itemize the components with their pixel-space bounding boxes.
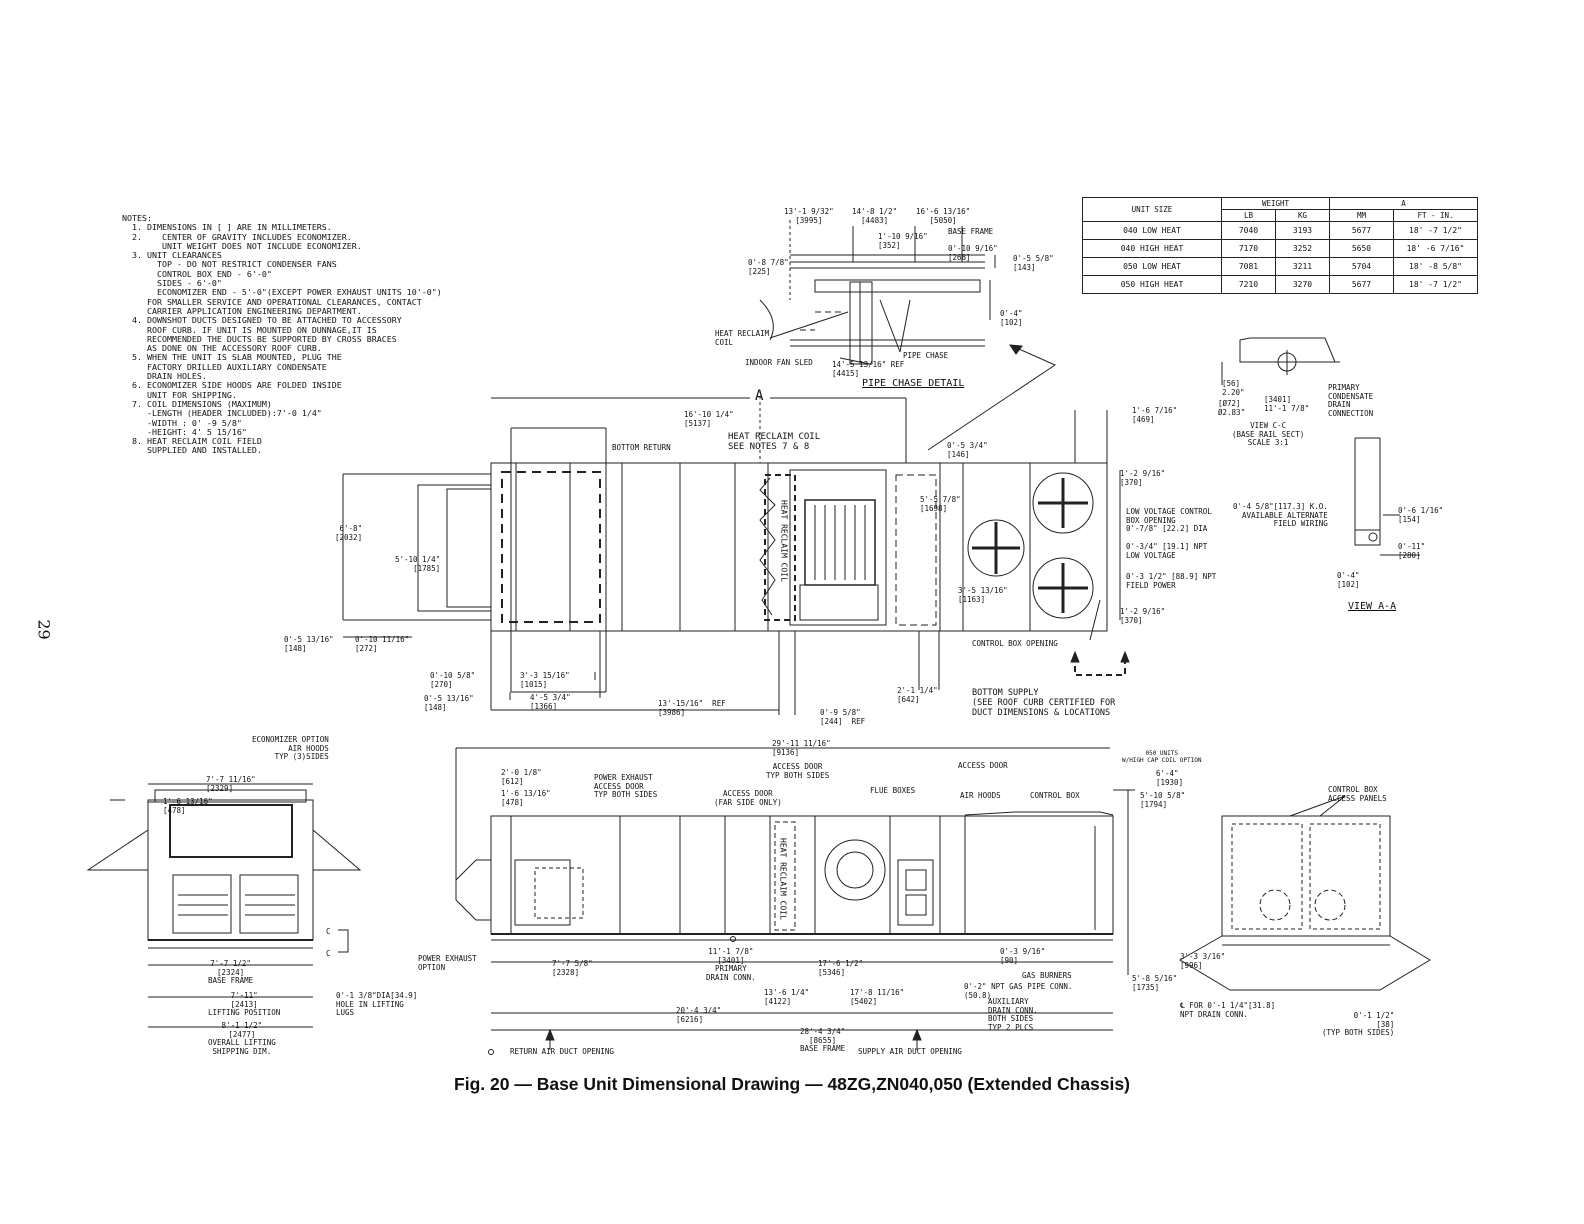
- side-dim-total: 29'-11 11/16" [9136]: [772, 739, 831, 757]
- note-line: 4. DOWNSHOT DUCTS DESIGNED TO BE ATTACHED TO ACCESSORY: [122, 315, 402, 326]
- side-dim-5-8: 5'-8 5/16" [1735]: [1132, 974, 1178, 992]
- power-exhaust-door-label: POWER EXHAUST ACCESS DOOR TYP BOTH SIDES: [594, 773, 658, 800]
- top-dim-5-5: 5'-5 7/8" [1698]: [920, 495, 961, 513]
- pipe-chase-dim-7: 0'-8 7/8" [225]: [748, 258, 789, 276]
- note-line: 8. HEAT RECLAIM COIL FIELD: [122, 436, 262, 447]
- heat-reclaim-coil-side-label: HEAT RECLAIM COIL: [778, 838, 788, 920]
- note-line: 1. DIMENSIONS IN [ ] ARE IN MILLIMETERS.: [122, 222, 332, 233]
- note-line: TOP - DO NOT RESTRICT CONDENSER FANS: [122, 259, 337, 270]
- side-dim-20-4: 20'-4 3/4" [6216]: [676, 1006, 722, 1024]
- pipe-chase-heat-reclaim: HEAT RECLAIM COIL: [715, 329, 770, 347]
- pipe-chase-dim-8: 0'-4" [102]: [1000, 309, 1023, 327]
- view-aa-dim-3: 0'-4" [102]: [1337, 571, 1360, 589]
- gas-pipe-label: 0'-2" NPT GAS PIPE CONN. (50.8): [964, 982, 1073, 1000]
- cell-kg: 3211: [1276, 258, 1330, 276]
- note-line: -WIDTH : 0' -9 5/8": [122, 417, 242, 428]
- view-cc-primary: PRIMARY CONDENSATE DRAIN CONNECTION: [1328, 383, 1374, 418]
- th-a: A: [1330, 198, 1478, 210]
- heat-reclaim-vertical-label: HEAT RECLAIM COIL: [779, 500, 789, 582]
- side-dim-7-7: 7'-7 5/8" [2328]: [552, 959, 593, 977]
- side-dim-28-4: 28'-4 3/4" [8655] BASE FRAME: [800, 1027, 846, 1054]
- note-line: 6. ECONOMIZER SIDE HOODS ARE FOLDED INSIDE: [122, 380, 342, 391]
- cell-kg: 3193: [1276, 222, 1330, 240]
- note-line: UNIT FOR SHIPPING.: [122, 389, 237, 400]
- heat-reclaim-label: HEAT RECLAIM COIL SEE NOTES 7 & 8: [728, 432, 821, 452]
- side-dim-03: 0'-3 9/16" [90]: [1000, 947, 1046, 965]
- access-door-far-label: ACCESS DOOR (FAR SIDE ONLY): [714, 789, 782, 807]
- th-unit-size: UNIT SIZE: [1083, 198, 1222, 222]
- th-lb: LB: [1222, 210, 1276, 222]
- note-line: DRAIN HOLES.: [122, 371, 207, 382]
- cell-unit: 050 LOW HEAT: [1083, 258, 1222, 276]
- pipe-chase-dim-6: 0'-5 5/8" [143]: [1013, 254, 1054, 272]
- bottom-supply-label: BOTTOM SUPPLY (SEE ROOF CURB CERTIFIED FOR DUCT DIMENSIONS & LOCATIONS: [972, 688, 1116, 718]
- cell-lb: 7040: [1222, 222, 1276, 240]
- cell-ftin: 18' -6 7/16": [1394, 240, 1478, 258]
- power-exhaust-option-label: POWER EXHAUST OPTION: [418, 954, 477, 972]
- flue-boxes-label: FLUE BOXES: [870, 786, 916, 795]
- section-c-marker-1: C: [326, 927, 331, 936]
- note-line: FACTORY DRILLED AUXILIARY CONDENSATE: [122, 361, 327, 372]
- view-aa: [1355, 438, 1420, 555]
- side-dim-17-8: 17'-8 11/16" [5402]: [850, 988, 905, 1006]
- note-line: NOTES:: [122, 213, 152, 223]
- top-dim-13: 13'-15/16" REF [3986]: [658, 699, 726, 717]
- view-cc-title: VIEW C-C (BASE RAIL SECT) SCALE 3:1: [1232, 421, 1305, 448]
- cell-mm: 5677: [1330, 222, 1394, 240]
- section-a-marker: A: [755, 388, 764, 404]
- th-ftin: FT - IN.: [1394, 210, 1478, 222]
- side-dim-13-6: 13'-6 1/4" [4122]: [764, 988, 810, 1006]
- pipe-chase-dim-9: 14'-5 13/16" REF [4415]: [832, 360, 905, 378]
- control-box-panels-label: CONTROL BOX ACCESS PANELS: [1328, 785, 1387, 803]
- view-cc-dim-2: [3401] 11'-1 7/8": [1264, 395, 1310, 413]
- note-line: FOR SMALLER SERVICE AND OPERATIONAL CLEARANCES, CONTACT: [122, 296, 422, 307]
- cell-unit: 050 HIGH HEAT: [1083, 276, 1222, 294]
- cell-ftin: 18' -7 1/2": [1394, 276, 1478, 294]
- pipe-chase-dim-2: 14'-8 1/2" [4483]: [852, 207, 898, 225]
- supply-air-opening-label: SUPPLY AIR DUCT OPENING: [858, 1047, 962, 1056]
- note-line: 5. WHEN THE UNIT IS SLAB MOUNTED, PLUG THE: [122, 352, 342, 363]
- left-dim-4: 7'-11" [2413] LIFTING POSITION: [208, 991, 281, 1018]
- note-line: UNIT WEIGHT DOES NOT INCLUDE ECONOMIZER.: [122, 240, 362, 251]
- low-voltage-npt: 0'-3/4" [19.1] NPT LOW VOLTAGE: [1126, 542, 1208, 560]
- section-c-marker-2: C: [326, 949, 331, 958]
- air-hoods-label: AIR HOODS: [960, 791, 1001, 800]
- note-line: SIDES - 6'-0": [122, 278, 222, 289]
- side-dim-1-6: 1'-6 13/16" [478]: [501, 789, 551, 807]
- cell-lb: 7210: [1222, 276, 1276, 294]
- bottom-return-label: BOTTOM RETURN: [612, 443, 671, 452]
- low-voltage-label: LOW VOLTAGE CONTROL BOX OPENING 0'-7/8" [22.2] DIA: [1126, 507, 1212, 534]
- cell-unit: 040 HIGH HEAT: [1083, 240, 1222, 258]
- return-air-opening-label: RETURN AIR DUCT OPENING: [510, 1047, 614, 1056]
- cell-unit: 040 LOW HEAT: [1083, 222, 1222, 240]
- note-line: 7. COIL DIMENSIONS (MAXIMUM): [122, 398, 272, 409]
- left-dim-2: 1'-6 13/16" [478]: [163, 797, 213, 815]
- note-line: -LENGTH (HEADER INCLUDED):7'-0 1/4": [122, 408, 322, 419]
- npt-drain-label: ℄ FOR 0'-1 1/4"[31.8] NPT DRAIN CONN.: [1180, 1001, 1276, 1019]
- top-dim-length: 16'-10 1/4" [5137]: [684, 410, 734, 428]
- th-mm: MM: [1330, 210, 1394, 222]
- note-line: CARRIER APPLICATION ENGINEERING DEPARTMENT.: [122, 305, 362, 316]
- cell-mm: 5704: [1330, 258, 1394, 276]
- note-line: RECOMMENDED THE DUCTS BE SUPPORTED BY CROSS BRACES: [122, 333, 397, 344]
- left-dim-3: 7'-7 1/2" [2324] BASE FRAME: [208, 959, 254, 986]
- cell-ftin: 18' -8 5/8": [1394, 258, 1478, 276]
- top-dim-3-5: 3'-5 13/16" [1163]: [958, 586, 1008, 604]
- note-line: ROOF CURB. IF UNIT IS MOUNTED ON DUNNAGE,IT IS: [122, 324, 377, 335]
- top-dim-3-3: 3'-3 15/16" [1015]: [520, 671, 570, 689]
- note-line: AS DONE ON THE ACCESSORY ROOF CURB.: [122, 343, 322, 354]
- access-door-both-label: ACCESS DOOR TYP BOTH SIDES: [766, 762, 830, 780]
- page-number: 29: [34, 619, 54, 640]
- right-dim-01: 0'-1 1/2" [38] (TYP BOTH SIDES): [1322, 1011, 1395, 1038]
- top-dim-09: 0'-9 5/8" [244] REF: [820, 708, 866, 726]
- gas-burners-label: GAS BURNERS: [1022, 971, 1072, 980]
- side-dim-17-6: 17'-6 1/2" [5346]: [818, 959, 864, 977]
- note-line: ECONOMIZER END - 5'-0"(EXCEPT POWER EXHAUST UNITS 10'-0"): [122, 287, 442, 298]
- pipe-chase-title: PIPE CHASE DETAIL: [862, 378, 965, 389]
- cell-lb: 7170: [1222, 240, 1276, 258]
- economizer-hoods-label: ECONOMIZER OPTION AIR HOODS TYP (3)SIDES: [252, 735, 329, 762]
- top-dim-010-11: 0'-10 11/16" [272]: [355, 635, 410, 653]
- side-dim-11-1: 11'-1 7/8" [3401] PRIMARY DRAIN CONN.: [706, 947, 756, 982]
- view-aa-title: VIEW A-A: [1348, 601, 1397, 612]
- top-dim-010-58: 0'-10 5/8" [270]: [430, 671, 476, 689]
- top-dim-6-8: 6'-8" [2032]: [335, 524, 363, 542]
- pipe-chase-dim-1: 13'-1 9/32" [3995]: [784, 207, 834, 225]
- side-dim-2-0: 2'-0 1/8" [612]: [501, 768, 542, 786]
- view-cc: [1222, 338, 1340, 385]
- units-050-label: 050 UNITS W/HIGH CAP COIL OPTION: [1122, 750, 1202, 764]
- cell-kg: 3270: [1276, 276, 1330, 294]
- pipe-chase-label: PIPE CHASE: [903, 351, 949, 360]
- top-dim-5-10: 5'-10 1/4" [1785]: [395, 555, 441, 573]
- aux-drain-label: AUXILIARY DRAIN CONN. BOTH SIDES TYP 2 PLCS: [988, 997, 1038, 1032]
- field-power-label: 0'-3 1/2" [88.9] NPT FIELD POWER: [1126, 572, 1217, 590]
- view-cc-dim-3: [Ø72] Ø2.83": [1218, 399, 1246, 417]
- top-dim-05-13b: 0'-5 13/16" [148]: [424, 694, 474, 712]
- top-dim-0-5: 0'-5 3/4" [146]: [947, 441, 988, 459]
- side-dim-5-10: 5'-10 5/8" [1794]: [1140, 791, 1186, 809]
- note-line: 3. UNIT CLEARANCES: [122, 250, 222, 261]
- top-dim-2-1: 2'-1 1/4" [642]: [897, 686, 938, 704]
- top-dim-1-2a: 1'-2 9/16" [370]: [1120, 469, 1166, 487]
- view-cc-dim-1: [56] 2.20": [1222, 379, 1245, 397]
- view-aa-dim-2: 0'-11" [280]: [1398, 542, 1426, 560]
- right-dim-3-3: 3'-3 3/16" [996]: [1180, 952, 1226, 970]
- th-kg: KG: [1276, 210, 1330, 222]
- top-dim-1-2b: 1'-2 9/16" [370]: [1120, 607, 1166, 625]
- note-line: -HEIGHT: 4' 5 15/16": [122, 426, 247, 437]
- top-dim-05-13: 0'-5 13/16" [148]: [284, 635, 334, 653]
- pipe-chase-base-frame: BASE FRAME: [948, 227, 994, 236]
- side-dim-6-4: 6'-4" [1930]: [1156, 769, 1184, 787]
- th-weight: WEIGHT: [1222, 198, 1330, 210]
- note-line: 2. CENTER OF GRAVITY INCLUDES ECONOMIZER.: [122, 231, 352, 242]
- pipe-chase-dim-4: 1'-10 9/16" [352]: [878, 232, 928, 250]
- control-box-opening-label: CONTROL BOX OPENING: [972, 639, 1058, 648]
- cell-lb: 7081: [1222, 258, 1276, 276]
- figure-caption: Fig. 20 — Base Unit Dimensional Drawing — 48ZG,ZN040,050 (Extended Chassis): [454, 1074, 1130, 1094]
- pipe-chase-indoor-fan: INDOOR FAN SLED: [745, 358, 813, 367]
- left-dim-5: 0'-1 3/8"DIA[34.9] HOLE IN LIFTING LUGS: [336, 991, 418, 1018]
- control-box-label: CONTROL BOX: [1030, 791, 1080, 800]
- view-aa-ko: 0'-4 5/8"[117.3] K.O. AVAILABLE ALTERNATE FIELD WIRING: [1233, 502, 1328, 529]
- access-door-label: ACCESS DOOR: [958, 761, 1008, 770]
- cell-mm: 5650: [1330, 240, 1394, 258]
- left-dim-6: 8'-1 1/2" [2477] OVERALL LIFTING SHIPPING DIM.: [208, 1021, 276, 1056]
- top-dim-1-6: 1'-6 7/16" [469]: [1132, 406, 1178, 424]
- cell-mm: 5677: [1330, 276, 1394, 294]
- note-line: SUPPLIED AND INSTALLED.: [122, 445, 262, 456]
- left-end-view: [88, 784, 360, 1027]
- top-dim-4-5: 4'-5 3/4" [1366]: [530, 693, 571, 711]
- pipe-chase-dim-3: 16'-6 13/16" [5050]: [916, 207, 971, 225]
- left-dim-1: 7'-7 11/16" [2329]: [206, 775, 256, 793]
- cell-ftin: 18' -7 1/2": [1394, 222, 1478, 240]
- pipe-chase-dim-5: 0'-10 9/16" [268]: [948, 244, 998, 262]
- cell-kg: 3252: [1276, 240, 1330, 258]
- note-line: CONTROL BOX END - 6'-0": [122, 268, 272, 279]
- view-aa-dim-1: 0'-6 1/16" [154]: [1398, 506, 1444, 524]
